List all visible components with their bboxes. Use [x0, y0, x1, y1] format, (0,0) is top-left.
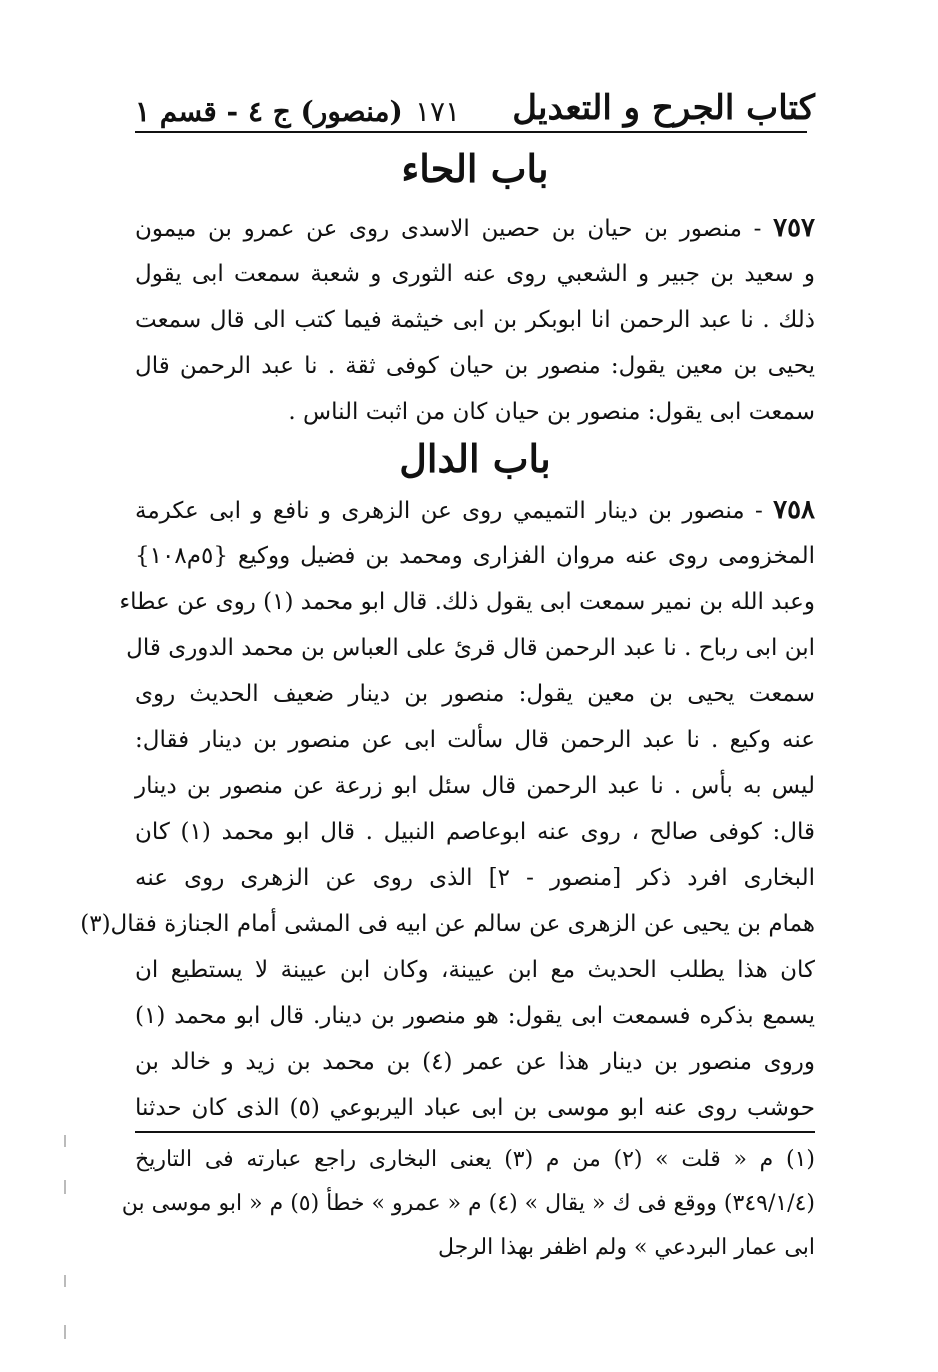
- entry-757-line-1-text: - منصور بن حيان بن حصين الاسدى روى عن عمرو بن ميمون: [135, 216, 762, 242]
- entry-757-line-1: [135, 205, 815, 251]
- chapter-heading-dal: باب الدال: [399, 436, 551, 481]
- entry-757-number: ٧٥٧: [773, 213, 816, 243]
- entry-758-line-4: ابن ابى رباح . نا عبد الرحمن قال قرئ على العباس بن محمد الدورى قال: [126, 635, 815, 661]
- entry-758-line-11: كان هذا يطلب الحديث مع ابن عيينة، وكان ابن عيينة لا يستطيع ان: [135, 957, 815, 983]
- entry-757: [135, 205, 815, 435]
- entry-758-line-1-text: - منصور بن دينار التميمي روى عن الزهرى و نافع و ابى عكرمة: [135, 498, 763, 524]
- margin-mark: [64, 1325, 66, 1339]
- footnote-rule: [135, 1131, 815, 1133]
- entry-757-line-2: و سعيد بن جبير و الشعبي روى عنه الثورى و شعبة سمعت ابى يقول: [135, 261, 815, 287]
- header-volume-info: (منصور) ج ٤ - قسم ١: [135, 95, 403, 128]
- header-rule: [135, 131, 807, 133]
- footnotes: [121, 1138, 815, 1270]
- entry-758-number: ٧٥٨: [773, 495, 816, 525]
- entry-758-line-3: وعبد الله بن نمير سمعت ابى يقول ذلك. قال ابو محمد (١) روى عن عطاء: [119, 589, 815, 615]
- header-page-number: ١٧١: [414, 95, 461, 128]
- margin-mark: [64, 1135, 66, 1147]
- chapter-heading-ha: باب الحاء: [401, 146, 549, 191]
- entry-758-line-14: حوشب روى عنه ابو موسى بن ابى عباد اليربوعي (٥) الذى كان حدثنا: [135, 1095, 815, 1121]
- margin-mark: [64, 1275, 66, 1287]
- entry-757-line-4: يحيى بن معين يقول: منصور بن حيان كوفى ثقة . نا عبد الرحمن قال: [135, 353, 815, 379]
- entry-758: [80, 487, 816, 1131]
- entry-758-line-10: همام بن يحيى عن الزهرى عن سالم عن ابيه فى المشى أمام الجنازة فقال(٣): [80, 911, 815, 937]
- footnote-line-2: (٣٤٩/١/٤) ووقع فى ك « يقال » (٤) م « عمرو » خطأ (٥) م « ابو موسى بن: [121, 1191, 815, 1216]
- entry-758-line-13: وروى منصور بن دينار هذا عن عمر (٤) بن محمد بن زيد و خالد بن: [135, 1049, 815, 1075]
- header-book-title: كتاب الجرح و التعديل: [512, 88, 815, 128]
- entry-758-line-7: ليس به بأس . نا عبد الرحمن قال سئل ابو زرعة عن منصور بن دينار: [135, 773, 815, 799]
- running-header: [135, 78, 815, 128]
- entry-758-line-2: المخزومى روى عنه مروان الفزارى ومحمد بن فضيل ووكيع {٥م١٠٨}: [135, 543, 815, 569]
- footnote-line-1: (١) م « قلت » (٢) من م (٣) يعنى البخارى راجع عبارته فى التاريخ: [135, 1147, 815, 1172]
- entry-758-line-9: البخارى افرد ذكر [منصور - ٢] الذى روى عن الزهرى روى عنه: [135, 865, 815, 891]
- entry-757-line-5: سمعت ابى يقول: منصور بن حيان كان من اثبت الناس .: [288, 399, 815, 425]
- entry-758-line-1: [135, 487, 815, 533]
- entry-758-line-12: يسمع بذكره فسمعت ابى يقول: هو منصور بن دينار. قال ابو محمد (١): [135, 1003, 815, 1029]
- entry-757-line-3: ذلك . نا عبد الرحمن انا ابوبكر بن ابى خيثمة فيما كتب الى قال سمعت: [135, 307, 815, 333]
- entry-758-line-8: قال: كوفى صالح ، روى عنه ابوعاصم النبيل . قال ابو محمد (١) كان: [135, 819, 815, 845]
- footnote-line-3: ابى عمار البردعي » ولم اظفر بهذا الرجل: [437, 1235, 815, 1260]
- entry-758-line-5: سمعت يحيى بن معين يقول: منصور بن دينار ضعيف الحديث روى: [135, 681, 815, 707]
- entry-758-line-6: عنه وكيع . نا عبد الرحمن قال سألت ابى عن منصور بن دينار فقال:: [135, 727, 815, 753]
- margin-mark: [64, 1180, 66, 1194]
